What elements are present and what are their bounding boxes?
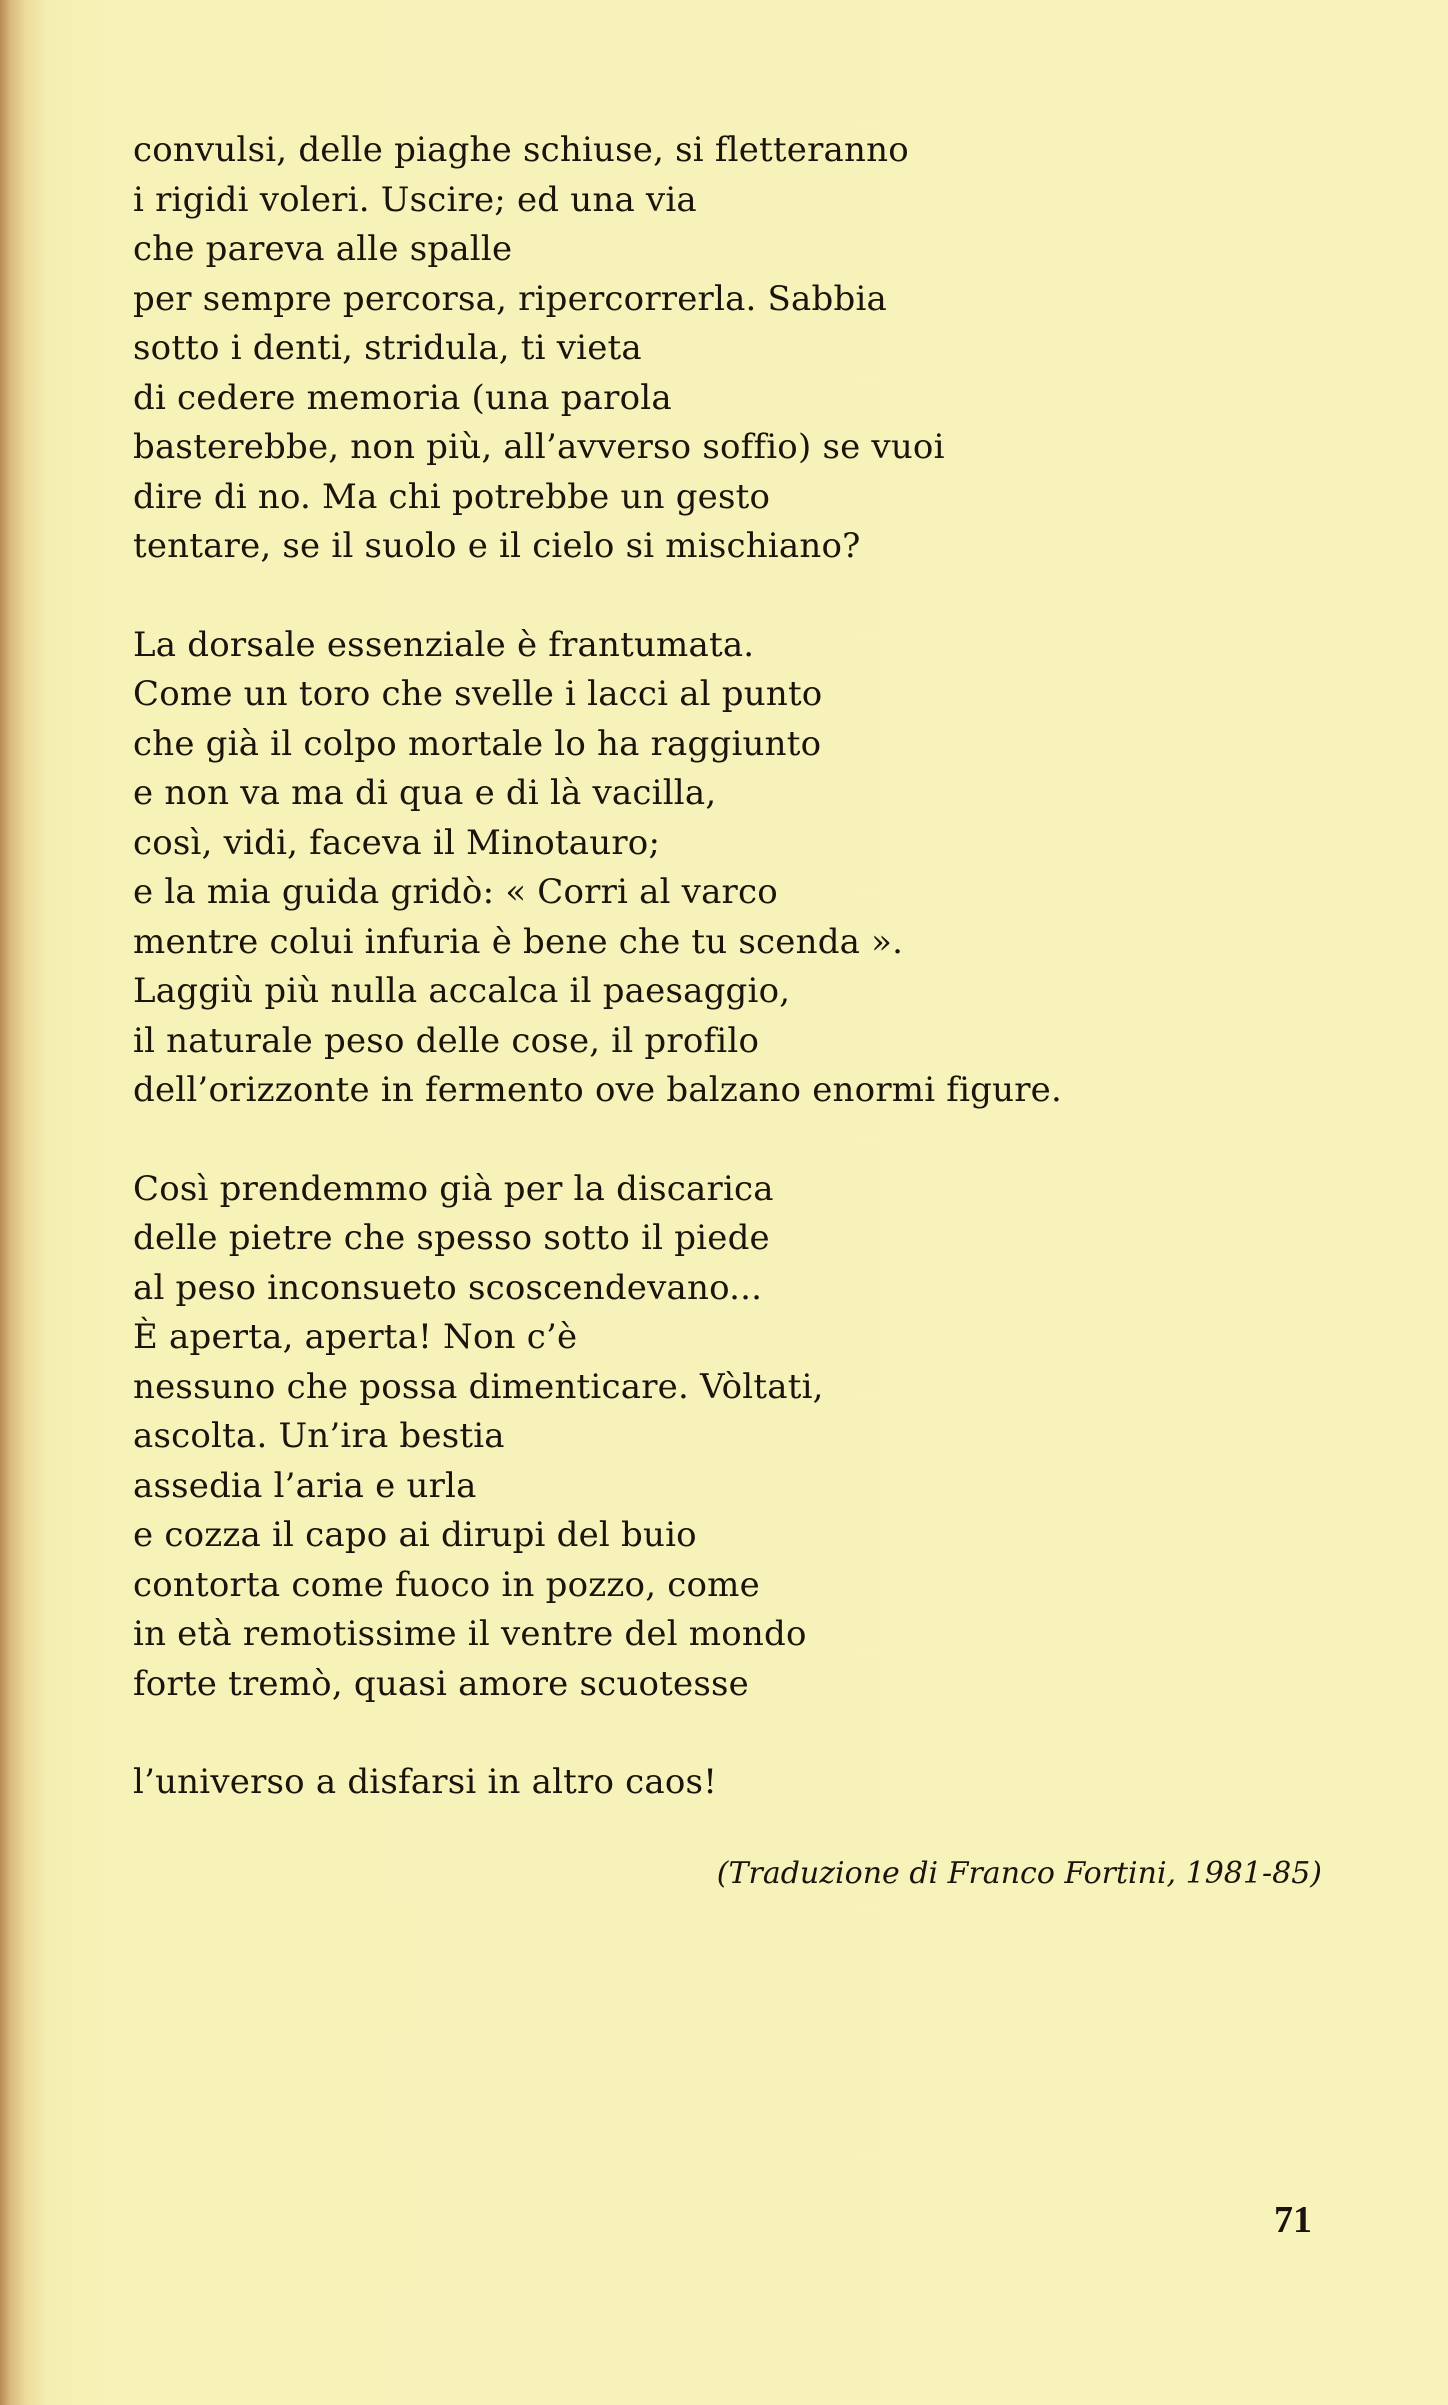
poem-line: Così prendemmo già per la discarica <box>133 1168 774 1209</box>
poem-line: il naturale peso delle cose, il profilo <box>133 1020 760 1061</box>
poem-line: nessuno che possa dimenticare. Vòltati, <box>133 1366 824 1407</box>
poem-line: ascolta. Un’ira bestia <box>133 1416 505 1456</box>
poem-line: forte tremò, quasi amore scuotesse <box>133 1663 749 1704</box>
poem-line: al peso inconsueto scoscendevano... <box>133 1267 763 1308</box>
poem-line: i rigidi voleri. Uscire; ed una via <box>133 179 697 220</box>
poem-line: assedia l’aria e urla <box>133 1465 477 1506</box>
poem-line: sotto i denti, stridula, ti vieta <box>133 328 642 368</box>
stanza-1 <box>133 126 1313 572</box>
stanza-4 <box>133 1758 1313 1808</box>
poem-line: così, vidi, faceva il Minotauro; <box>133 822 661 863</box>
poem-line: Come un toro che svelle i lacci al punto <box>133 674 823 714</box>
poem-line: La dorsale essenziale è frantumata. <box>133 624 755 665</box>
poem-line: mentre colui infuria è bene che tu scenda ». <box>133 921 904 962</box>
poem-line: È aperta, aperta! Non c’è <box>133 1317 578 1357</box>
stanza-3 <box>133 1165 1313 1710</box>
poem-line: in età remotissime il ventre del mondo <box>133 1614 807 1654</box>
poem-line: dire di no. Ma chi potrebbe un gesto <box>133 476 771 517</box>
page-number: 71 <box>1274 2199 1312 2241</box>
stanza-2 <box>133 621 1313 1116</box>
poem-line: l’universo a disfarsi in altro caos! <box>133 1762 718 1802</box>
poem-line: e la mia guida gridò: « Corri al varco <box>133 872 778 912</box>
poem-line: e cozza il capo ai dirupi del buio <box>133 1515 697 1555</box>
poem-line: di cedere memoria (una parola <box>133 377 672 418</box>
poem-line: contorta come fuoco in pozzo, come <box>133 1564 760 1605</box>
poem-line: che già il colpo mortale lo ha raggiunto <box>133 723 822 764</box>
poem-line: e non va ma di qua e di là vacilla, <box>133 773 717 813</box>
poem-line: Laggiù più nulla accalca il paesaggio, <box>133 971 791 1011</box>
poem-line: per sempre percorsa, ripercorrerla. Sabbia <box>133 278 887 319</box>
poem-line: delle pietre che spesso sotto il piede <box>133 1218 770 1258</box>
poem-line: dell’orizzonte in fermento ove balzano enormi figure. <box>133 1070 1062 1110</box>
poem-line: basterebbe, non più, all’avverso soffio) se vuoi <box>133 427 945 467</box>
poem-text <box>133 126 1313 1857</box>
poem-line: tentare, se il suolo e il cielo si mischiano? <box>133 526 861 566</box>
translation-credit: (Traduzione di Franco Fortini, 1981-85) <box>716 1856 1322 1891</box>
poem-line: che pareva alle spalle <box>133 229 513 269</box>
poem-line: convulsi, delle piaghe schiuse, si fletteranno <box>133 130 909 170</box>
